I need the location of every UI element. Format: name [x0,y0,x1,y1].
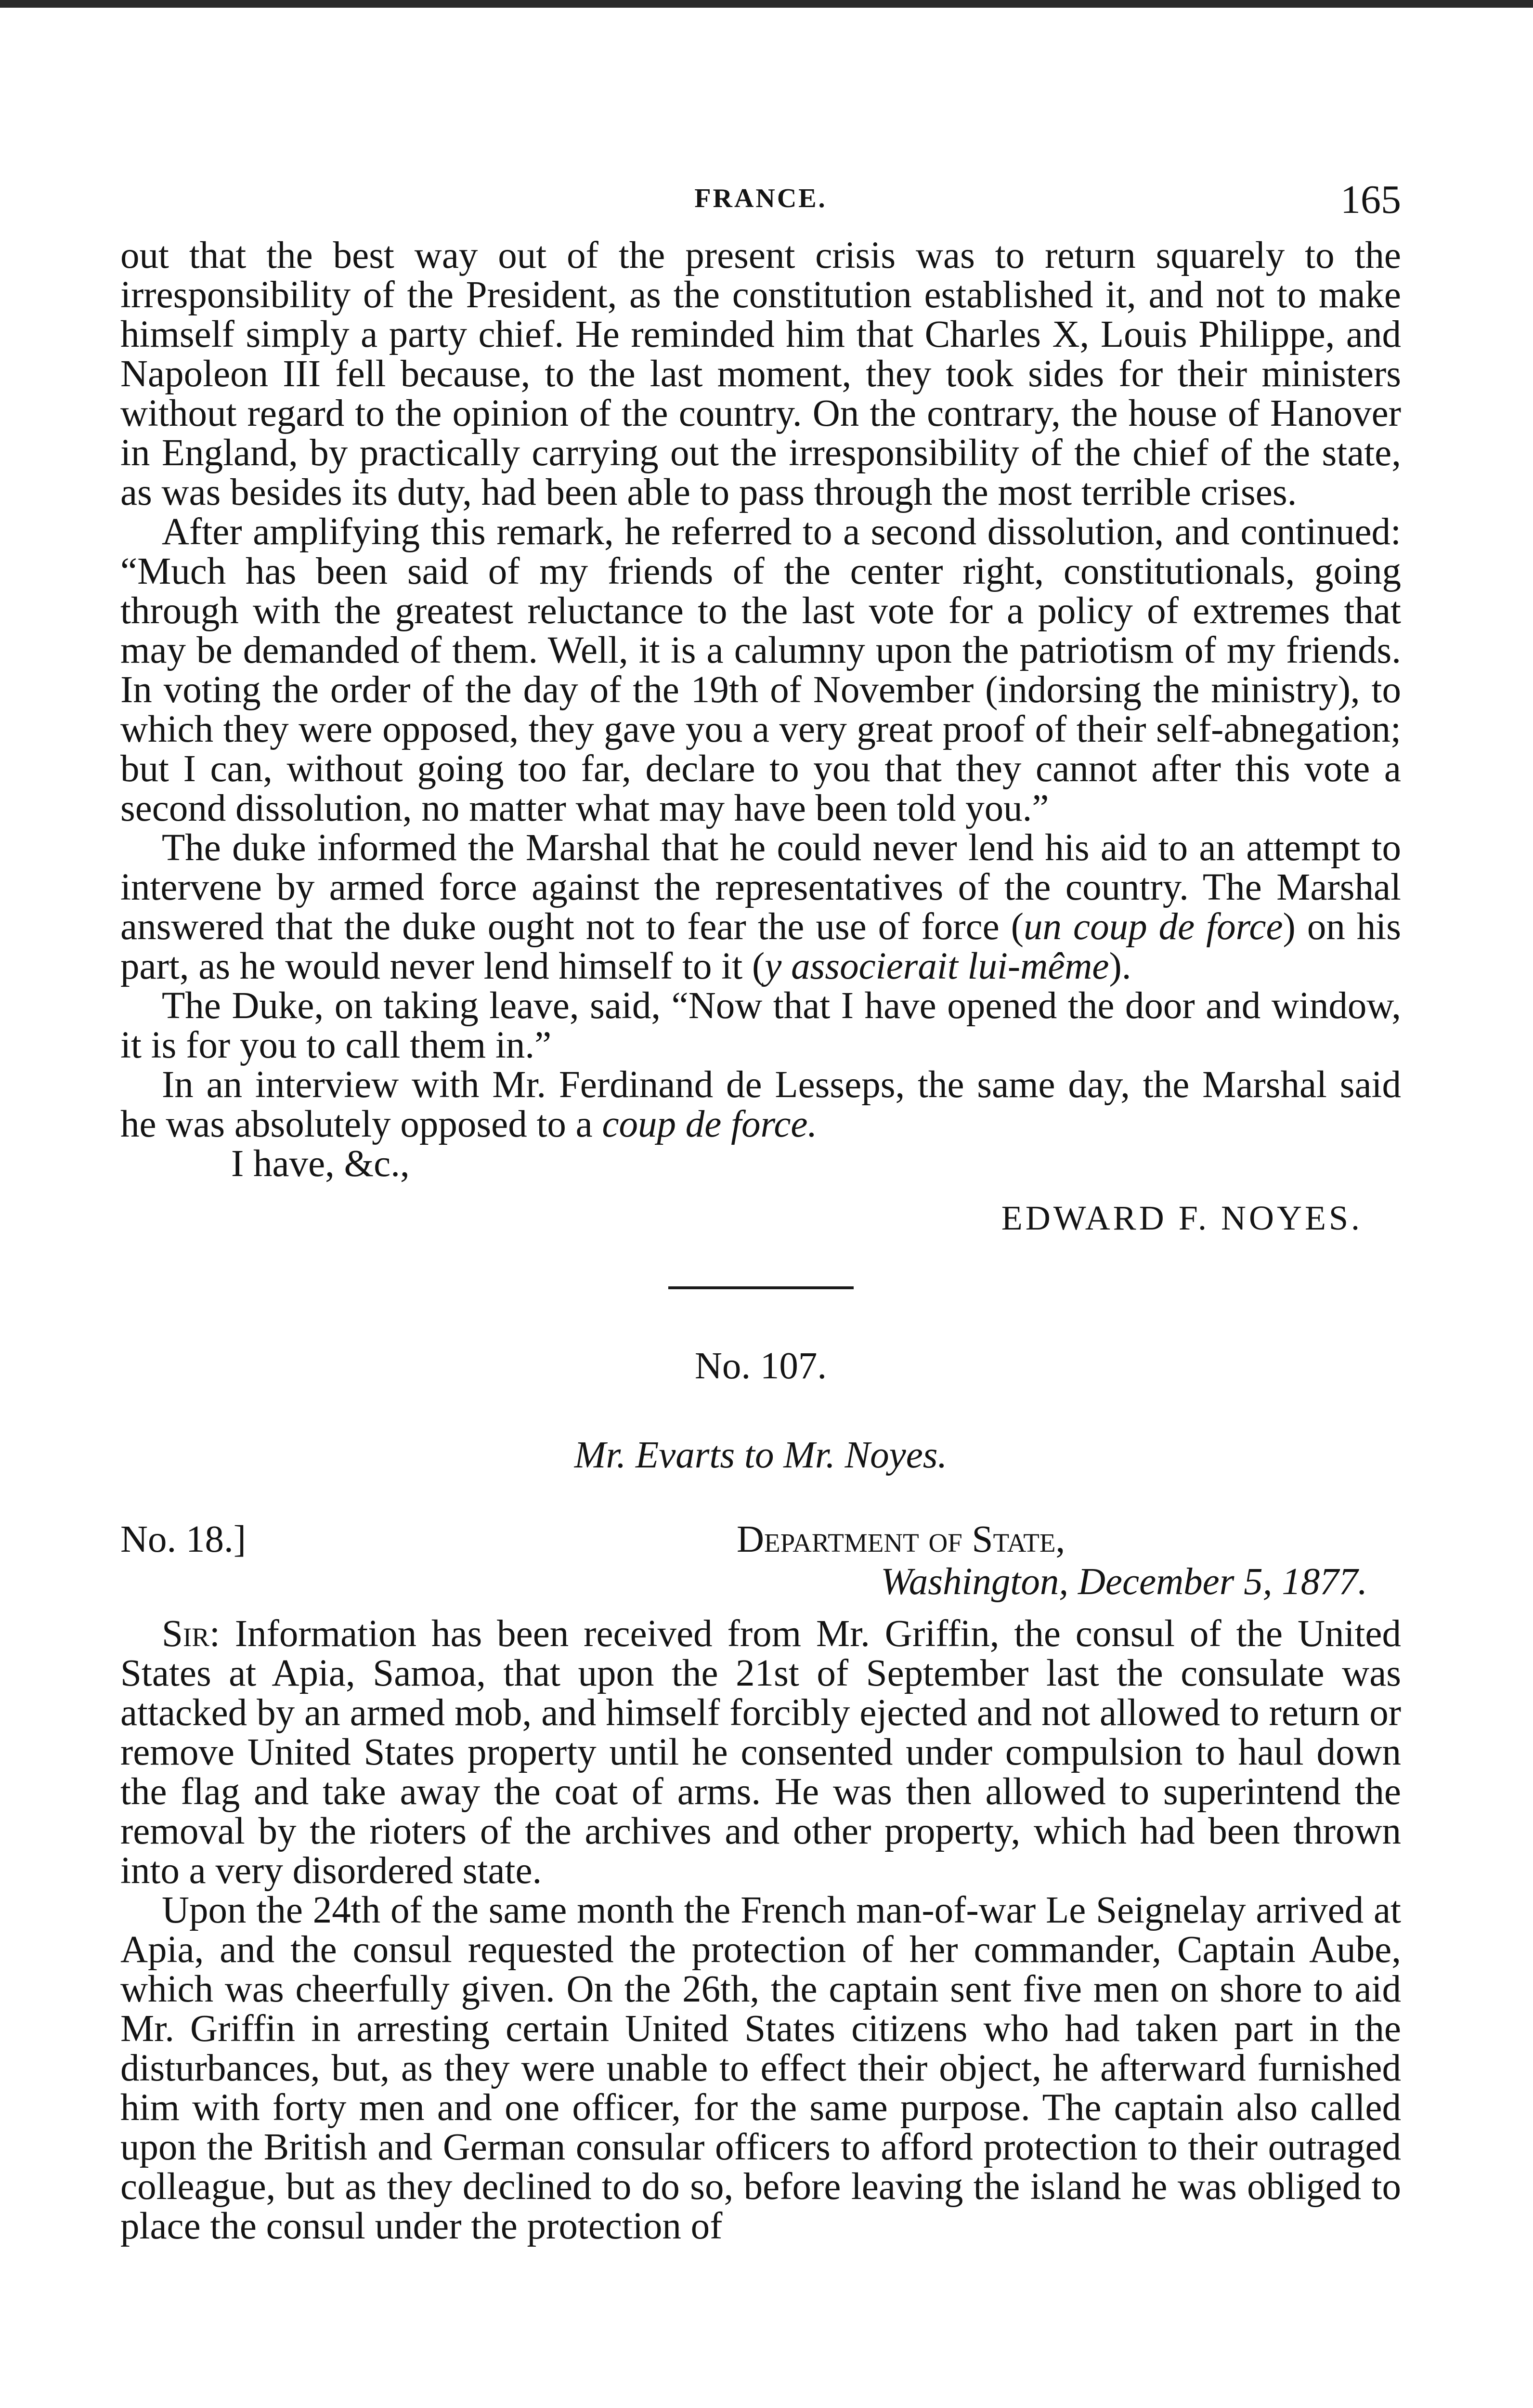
document-page [120,177,1401,2247]
paragraph-information [120,1614,1401,1891]
italic-phrase: y associerait lui-même [765,945,1109,987]
text-span: The duke informed the Marshal that he could never lend his aid to an attempt to intervene by armed force against the representatives of the country. The Marshal answered that the duke ought not to fear the use of force ( [120,827,1401,948]
text-span: ). [1109,945,1131,987]
paragraph-armed-force [120,828,1401,986]
reference-number: No. 18.] [120,1518,247,1560]
document-number: No. 107. [694,1345,827,1387]
letter-dateline [120,1518,1401,1614]
italic-phrase: un coup de force [1024,906,1283,948]
italic-phrase: coup de force. [602,1103,818,1145]
text-span: : Information has been received from Mr. Griffin, the consul of the United States at Apia, Samoa, that upon the 21st of September last the consulate was attacked by an armed mob, and himself forcibly ejected and not allowed to return or remove United States property until he consented under compulsion to haul down the flag and take away the coat of arms. He was then allowed to superintend the removal by the rioters of the archives and other property, which had been thrown into a very disordered state. [120,1613,1401,1892]
paragraph-lesseps [120,1065,1401,1144]
paragraph-taking-leave: The Duke, on taking leave, said, “Now that I have opened the door and window, it is for you to call them in.” [120,985,1401,1066]
place-and-date: Washington, December 5, 1877. [881,1561,1367,1603]
document-title: Mr. Evarts to Mr. Noyes. [574,1434,948,1476]
page-number: 165 [1340,177,1401,222]
paragraph-seignelay: Upon the 24th of the same month the French man-of-war Le Seignelay arrived at Apia, and the consul requested the protection of her commander, Captain Aube, which was cheerfully given. On the 26th, the captain sent five men on shore to aid Mr. Griffin in arresting certain United States citizens who had taken part in the disturbances, but, as they were unable to effect their object, he afterward furnished him with forty men and one officer, for the same purpose. The captain also called upon the British and German consular officers to afford protection to their outraged colleague, but as they declined to do so, before leaving the island he was obliged to place the consul under the protection of [120,1889,1401,2247]
signature: EDWARD F. NOYES. [1001,1199,1363,1237]
text-span: ) on his part, as he would never lend himself to it ( [120,906,1401,987]
paragraph-dissolution: After amplifying this remark, he referred to a second dissolution, and continued: “Much has been said of my friends of the center right, constitutionals, going through with the greatest reluctance to the last vote for a policy of extremes that may be demanded of them. Well, it is a calumny upon the patriotism of my friends. In voting the order of the day of the 19th of November (indorsing the ministry), to which they were opposed, they gave you a very great proof of their self-abnegation; but I can, without going too far, declare to you that they cannot after this vote a second dissolution, no matter what may have been told you.” [120,511,1401,829]
scan-top-edge [0,0,1533,8]
letter-closing: I have, &c., [231,1143,410,1185]
text-span: In an interview with Mr. Ferdinand de Lesseps, the same day, the Marshal said he was absolutely opposed to a [120,1064,1401,1145]
running-title: FRANCE. [694,183,827,213]
running-header [120,177,1401,236]
salutation: Sir [162,1613,209,1655]
paragraph-continued: out that the best way out of the present crisis was to return squarely to the irresponsibility of the President, as the constitution established it, and not to make himself simply a party chief. He reminded him that Charles X, Louis Philippe, and Napoleon III fell because, to the last moment, they took sides for their ministers without regard to the opinion of the country. On the contrary, the house of Hanover in England, by practically carrying out the irresponsibility of the chief of the state, as was besides its duty, had been able to pass through the most terrible crises. [120,235,1401,513]
section-divider [668,1286,854,1289]
department-name: Department of State, [737,1518,1065,1560]
